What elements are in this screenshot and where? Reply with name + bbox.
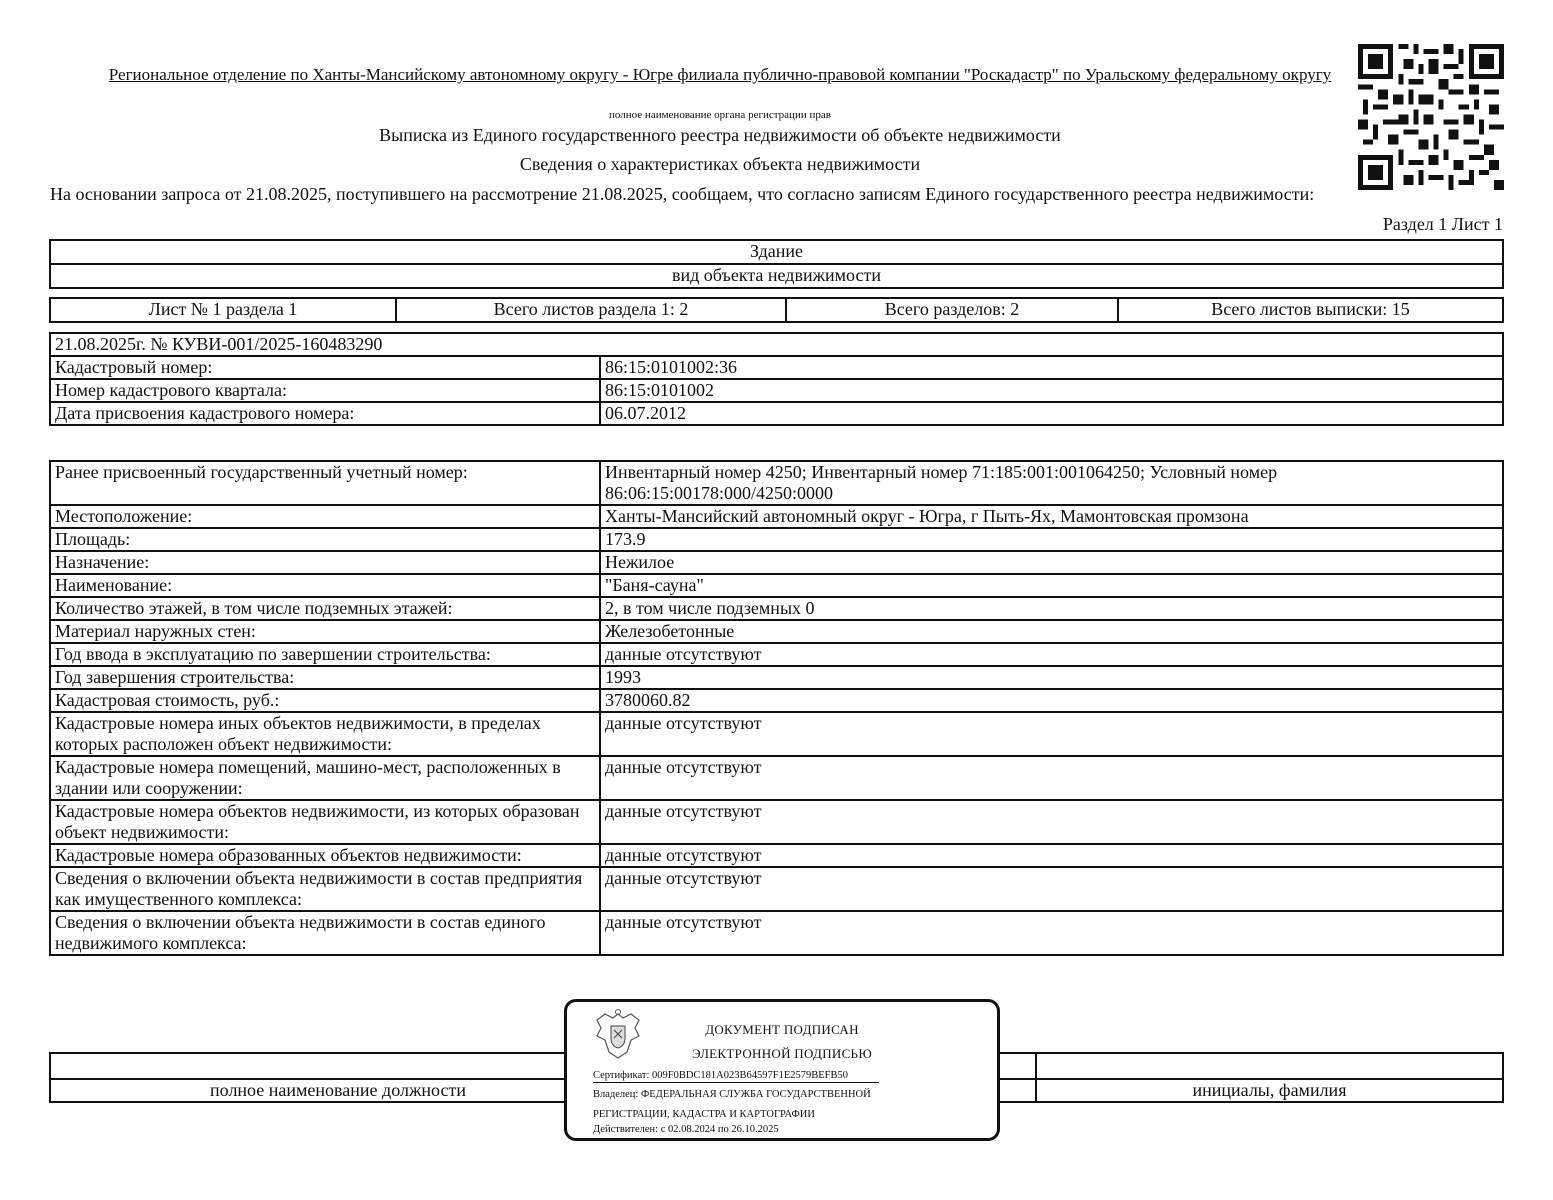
document-subtitle: Сведения о характеристиках объекта недвижимости [519, 154, 921, 174]
row-label: Кадастровый номер: [50, 356, 600, 379]
property-row [50, 505, 1503, 528]
property-label: Сведения о включении объекта недвижимости в состав единого недвижимого комплекса: [50, 911, 600, 955]
property-value: 2, в том числе подземных 0 [600, 597, 1503, 620]
property-label: Год завершения строительства: [50, 666, 600, 689]
row-label: Дата присвоения кадастрового номера: [50, 402, 600, 425]
stamp-divider [593, 1082, 879, 1083]
qr-code-icon [1358, 44, 1504, 190]
property-value: Железобетонные [600, 620, 1503, 643]
stamp-owner-line2: РЕГИСТРАЦИИ, КАДАСТРА И КАРТОГРАФИИ [593, 1109, 815, 1120]
electronic-signature-stamp [564, 999, 1000, 1141]
property-row [50, 844, 1503, 867]
position-cell [50, 1053, 626, 1079]
property-value: 173.9 [600, 528, 1503, 551]
property-label: Количество этажей, в том числе подземных этажей: [50, 597, 600, 620]
property-label: Кадастровые номера помещений, машино-мест, расположенных в здании или сооружении: [50, 756, 600, 800]
property-row [50, 551, 1503, 574]
property-row [50, 528, 1503, 551]
property-value: данные отсутствуют [600, 756, 1503, 800]
property-label: Кадастровые номера объектов недвижимости, из которых образован объект недвижимости: [50, 800, 600, 844]
property-label: Кадастровые номера иных объектов недвижимости, в пределах которых расположен объект недвижимости: [50, 712, 600, 756]
property-value: данные отсутствуют [600, 844, 1503, 867]
property-label: Ранее присвоенный государственный учетный номер: [50, 461, 600, 505]
properties-table [49, 460, 1504, 956]
total-sections: Всего разделов: 2 [786, 298, 1118, 322]
identification-table [49, 332, 1504, 426]
property-label: Материал наружных стен: [50, 620, 600, 643]
property-row [50, 712, 1503, 756]
extract-number: 21.08.2025г. № КУВИ-001/2025-160483290 [50, 333, 1503, 356]
property-row [50, 800, 1503, 844]
property-value: Ханты-Мансийский автономный округ - Югра, г Пыть-Ях, Мамонтовская промзона [600, 505, 1503, 528]
property-row [50, 620, 1503, 643]
total-section-sheets: Всего листов раздела 1: 2 [396, 298, 786, 322]
name-caption: инициалы, фамилия [1036, 1079, 1503, 1102]
property-row [50, 867, 1503, 911]
property-value: Нежилое [600, 551, 1503, 574]
object-type-table [49, 239, 1504, 289]
cadastral-number-date: 06.07.2012 [600, 402, 1503, 425]
stamp-certificate: Сертификат: 009F0BDC181A023B64597F1E2579BEFB50 [593, 1070, 849, 1081]
property-value: данные отсутствуют [600, 911, 1503, 955]
property-label: Назначение: [50, 551, 600, 574]
property-row [50, 911, 1503, 955]
cadastral-quarter-number: 86:15:0101002 [600, 379, 1503, 402]
property-row [50, 597, 1503, 620]
row-label: Номер кадастрового квартала: [50, 379, 600, 402]
property-label: Год ввода в эксплуатацию по завершении строительства: [50, 643, 600, 666]
document-title: Выписка из Единого государственного реестра недвижимости об объекте недвижимости [379, 125, 1061, 145]
sheets-info-table [49, 297, 1504, 323]
property-value: данные отсутствуют [600, 643, 1503, 666]
registration-authority-name: Региональное отделение по Ханты-Мансийскому автономному округу - Югре филиала публично-правовой компании "Роскадастр" по Уральскому федеральному округу [108, 65, 1332, 84]
stamp-validity: Действителен: с 02.08.2024 по 26.10.2025 [593, 1124, 779, 1135]
property-row [50, 461, 1503, 505]
sheet-number: Лист № 1 раздела 1 [50, 298, 396, 322]
registration-authority-caption: полное наименование органа регистрации прав [609, 109, 831, 121]
object-type-value: Здание [50, 240, 1503, 264]
property-row [50, 756, 1503, 800]
property-row [50, 643, 1503, 666]
property-label: Кадастровая стоимость, руб.: [50, 689, 600, 712]
property-value: "Баня-сауна" [600, 574, 1503, 597]
stamp-owner-line1: Владелец: ФЕДЕРАЛЬНАЯ СЛУЖБА ГОСУДАРСТВЕННОЙ [593, 1089, 871, 1100]
property-label: Местоположение: [50, 505, 600, 528]
section-sheet-label: Раздел 1 Лист 1 [1382, 214, 1503, 234]
stamp-title-line2: ЭЛЕКТРОННОЙ ПОДПИСЬЮ [692, 1046, 872, 1061]
property-label: Кадастровые номера образованных объектов недвижимости: [50, 844, 600, 867]
property-value: 1993 [600, 666, 1503, 689]
property-value: Инвентарный номер 4250; Инвентарный номер 71:185:001:001064250; Условный номер 86:06:15:00178:000/4250:0000 [600, 461, 1503, 505]
property-row [50, 666, 1503, 689]
property-value: данные отсутствуют [600, 800, 1503, 844]
cadastral-number: 86:15:0101002:36 [600, 356, 1503, 379]
name-cell [1036, 1053, 1503, 1079]
property-label: Сведения о включении объекта недвижимости в состав предприятия как имущественного комплекса: [50, 867, 600, 911]
property-label: Наименование: [50, 574, 600, 597]
property-label: Площадь: [50, 528, 600, 551]
position-caption: полное наименование должности [50, 1079, 626, 1102]
property-value: данные отсутствуют [600, 867, 1503, 911]
total-extract-sheets: Всего листов выписки: 15 [1118, 298, 1503, 322]
property-value: данные отсутствуют [600, 712, 1503, 756]
property-value: 3780060.82 [600, 689, 1503, 712]
property-row [50, 574, 1503, 597]
property-row [50, 689, 1503, 712]
object-type-caption: вид объекта недвижимости [50, 264, 1503, 288]
stamp-title-line1: ДОКУМЕНТ ПОДПИСАН [705, 1022, 859, 1037]
request-basis-text: На основании запроса от 21.08.2025, поступившего на рассмотрение 21.08.2025, сообщаем, что согласно записям Единого государственного реестра недвижимости: [50, 184, 1315, 204]
